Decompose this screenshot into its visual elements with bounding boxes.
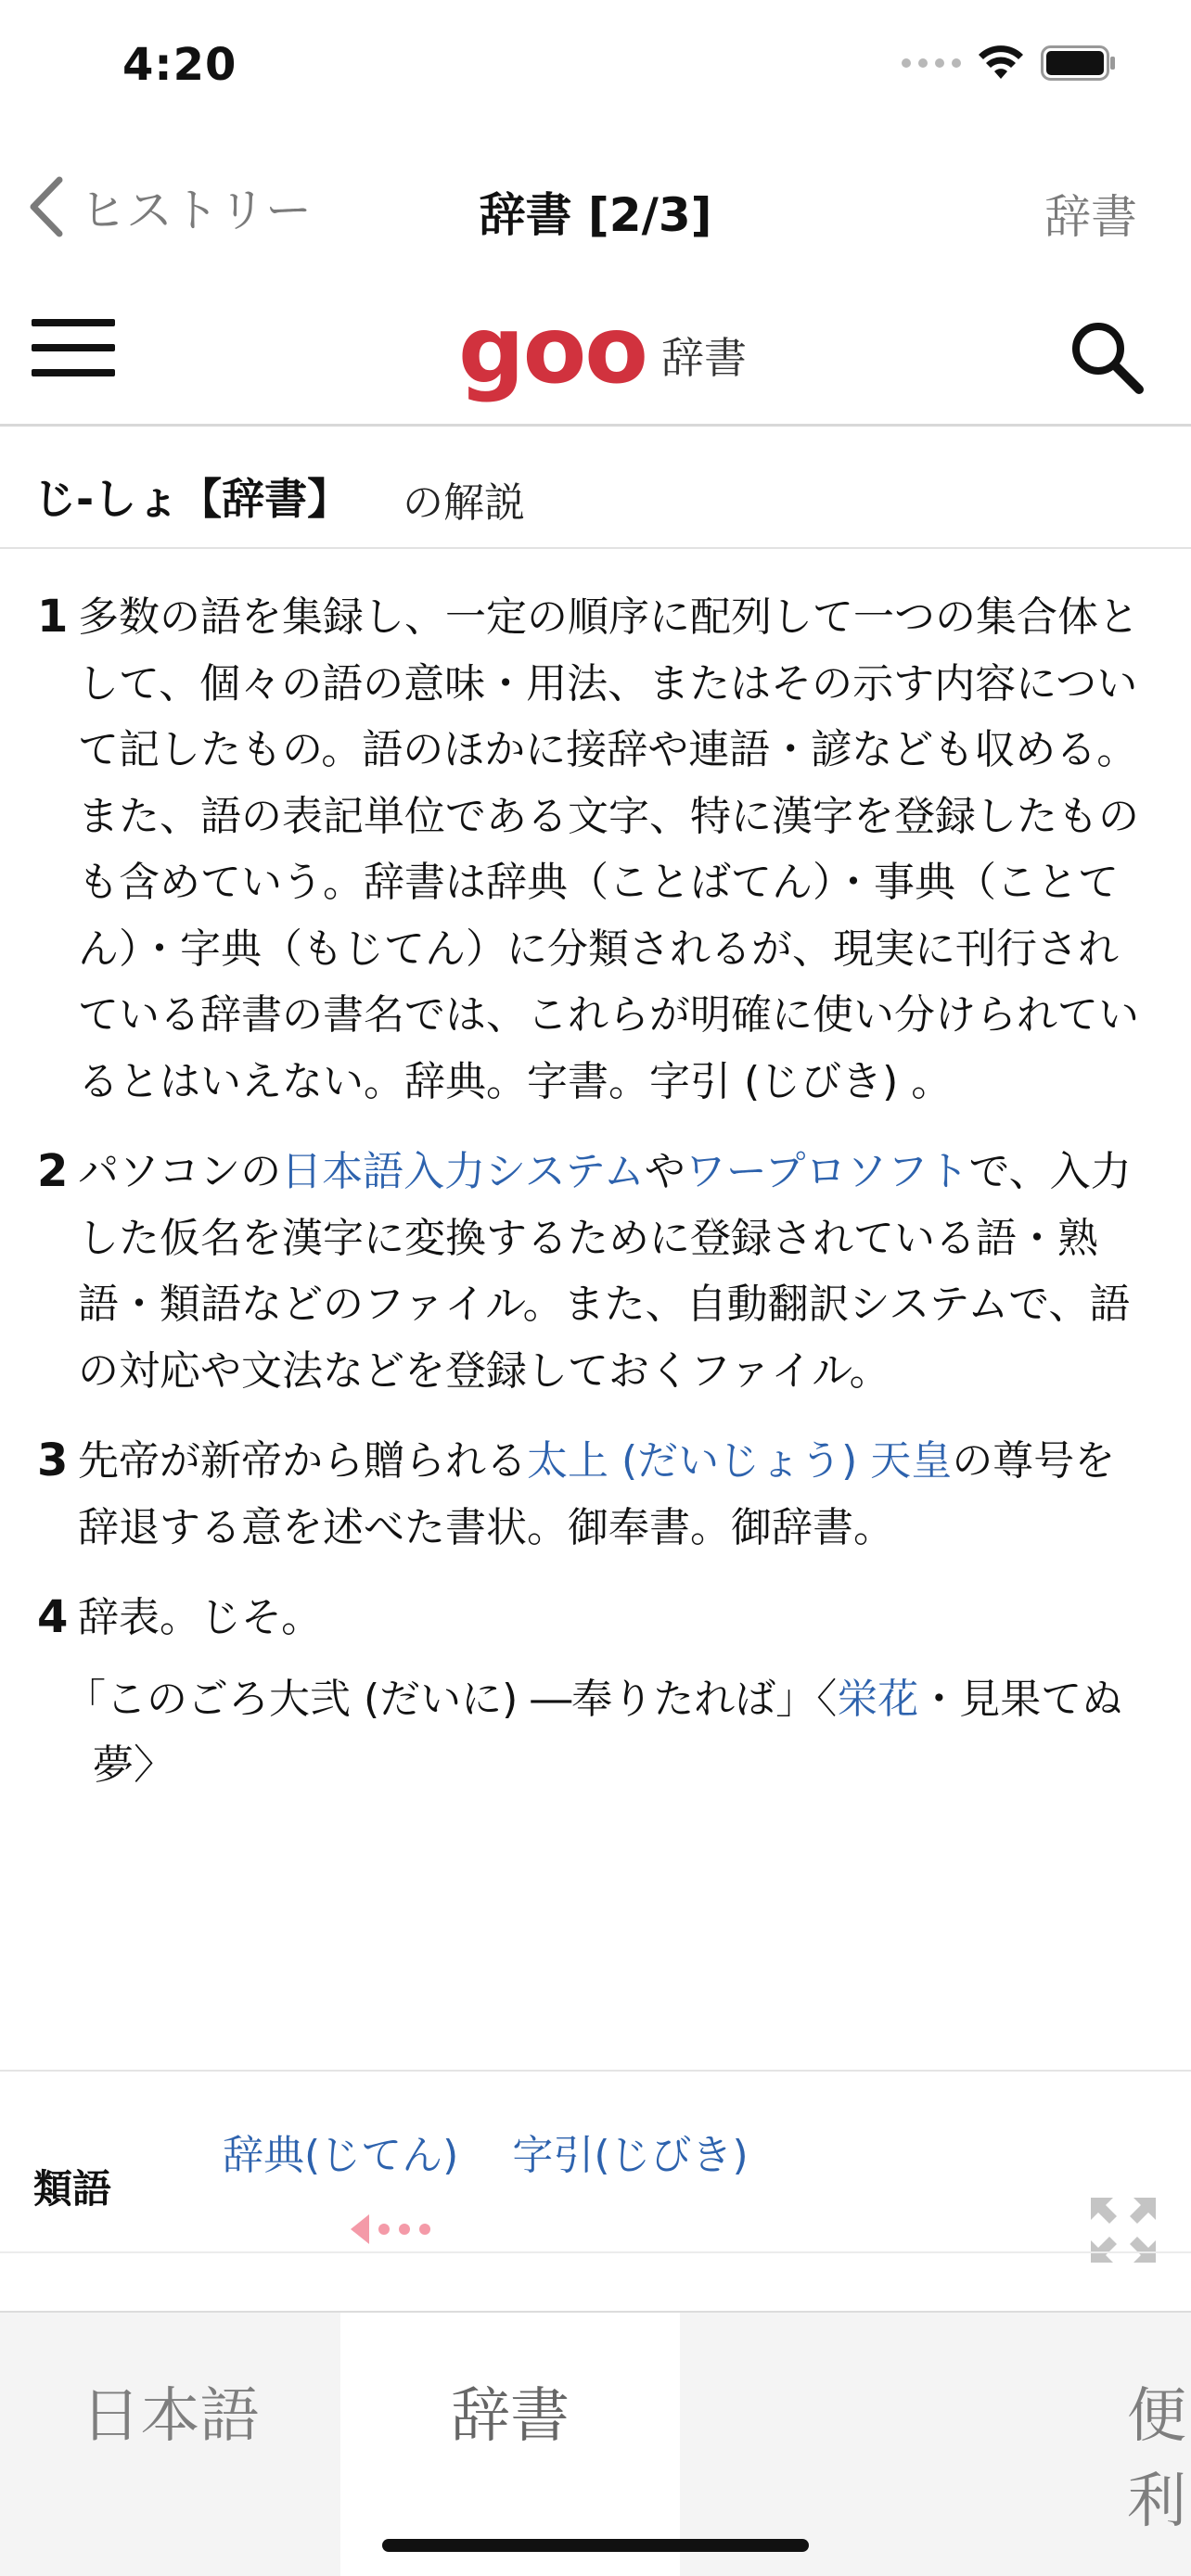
related-words-list — [223, 2122, 749, 2181]
example-text-pre: 「このごろ大弐 (だいに) ―奉りたれば」〈 — [65, 1675, 838, 1723]
back-label: ヒストリー — [80, 184, 312, 237]
site-header — [0, 278, 1191, 427]
logo-text: goo — [458, 296, 647, 404]
definition-text-pre: パソコンの — [78, 1148, 282, 1195]
link-japanese-input-system[interactable]: 日本語入力システム — [281, 1148, 645, 1195]
definition-text: 多数の語を集録し、一定の順序に配列して一つの集合体として、個々の語の意味・用法、またはその示す内容について記したもの。語のほかに接辞や連語・諺なども収める。また、語の表記単位である文字、特に漢字を登録したものも含めていう。辞書は辞典（ことばてん）・事典（ことてん）・字典（もじてん）に分類されるが、現実に刊行されている辞書の書名では、これらが明確に使い分けられているとはいえない。辞典。字書。字引 (じびき) 。 — [78, 593, 1139, 1105]
tab-bar — [0, 2311, 1191, 2576]
definition-number: 2 — [37, 1145, 69, 1197]
goo-logo[interactable] — [458, 296, 747, 404]
tab-useful[interactable]: 便利 — [1127, 2382, 1186, 2536]
tab-dictionary[interactable]: 辞書 — [340, 2313, 680, 2576]
link-eiga[interactable]: 栄花 — [837, 1675, 919, 1723]
navigation-bar — [0, 158, 1191, 260]
entry-suffix: の解説 — [403, 479, 525, 527]
definition-item — [0, 584, 1191, 1115]
status-icons — [902, 45, 1117, 82]
definition-number: 4 — [37, 1591, 69, 1643]
scroll-hint-icon — [351, 2214, 430, 2244]
status-time: 4:20 — [122, 39, 237, 91]
related-words-section — [0, 2073, 1191, 2250]
definition-number: 1 — [37, 591, 69, 643]
nav-right-button[interactable]: 辞書 — [1044, 190, 1137, 244]
definition-text-pre: 先帝が新帝から贈られる — [78, 1437, 527, 1485]
section-divider — [0, 2251, 1191, 2253]
battery-icon — [1041, 45, 1117, 82]
entry-header — [0, 428, 1191, 549]
related-word-link[interactable]: 辞典(じてん) — [223, 2132, 459, 2179]
link-word-processor[interactable]: ワープロソフト — [685, 1148, 969, 1195]
definition-text: 辞表。じそ。 — [78, 1594, 323, 1641]
definition-number: 3 — [37, 1435, 69, 1486]
section-divider — [0, 2070, 1191, 2072]
hamburger-menu-icon[interactable] — [32, 319, 115, 384]
definition-item — [0, 1585, 1191, 1651]
definition-text-post: で、入力した仮名を漢字に変換するために登録されている語・熟語・類語などのファイル。また、自動翻訳システムで、語の対応や文法などを登録しておくファイル。 — [78, 1148, 1132, 1395]
definition-item — [0, 1139, 1191, 1404]
home-indicator — [382, 2539, 809, 2552]
related-word-link[interactable]: 字引(じびき) — [512, 2132, 749, 2179]
search-icon[interactable] — [1067, 317, 1145, 395]
related-words-label: 類語 — [33, 2166, 112, 2212]
page-title: 辞書 [2/3] — [479, 188, 712, 242]
definition-list — [0, 584, 1191, 1799]
definition-item — [0, 1428, 1191, 1561]
logo-subtitle: 辞書 — [660, 333, 747, 383]
usage-example — [0, 1666, 1191, 1799]
wifi-icon — [978, 45, 1024, 81]
definition-text-mid: や — [644, 1148, 685, 1195]
status-bar — [0, 0, 1191, 130]
link-daijo-tenno[interactable]: 太上 (だいじょう) 天皇 — [527, 1437, 953, 1485]
definition-text-post: の尊号を辞退する意を述べた書状。御奉書。御辞書。 — [78, 1437, 1116, 1551]
example-text-post: ・見果てぬ夢〉 — [93, 1675, 1123, 1789]
tab-japanese[interactable]: 日本語 — [81, 2382, 260, 2451]
expand-icon[interactable] — [1089, 2196, 1158, 2264]
entry-title: じ-しょ【辞書】 — [33, 474, 351, 524]
cellular-signal-icon — [902, 58, 961, 68]
